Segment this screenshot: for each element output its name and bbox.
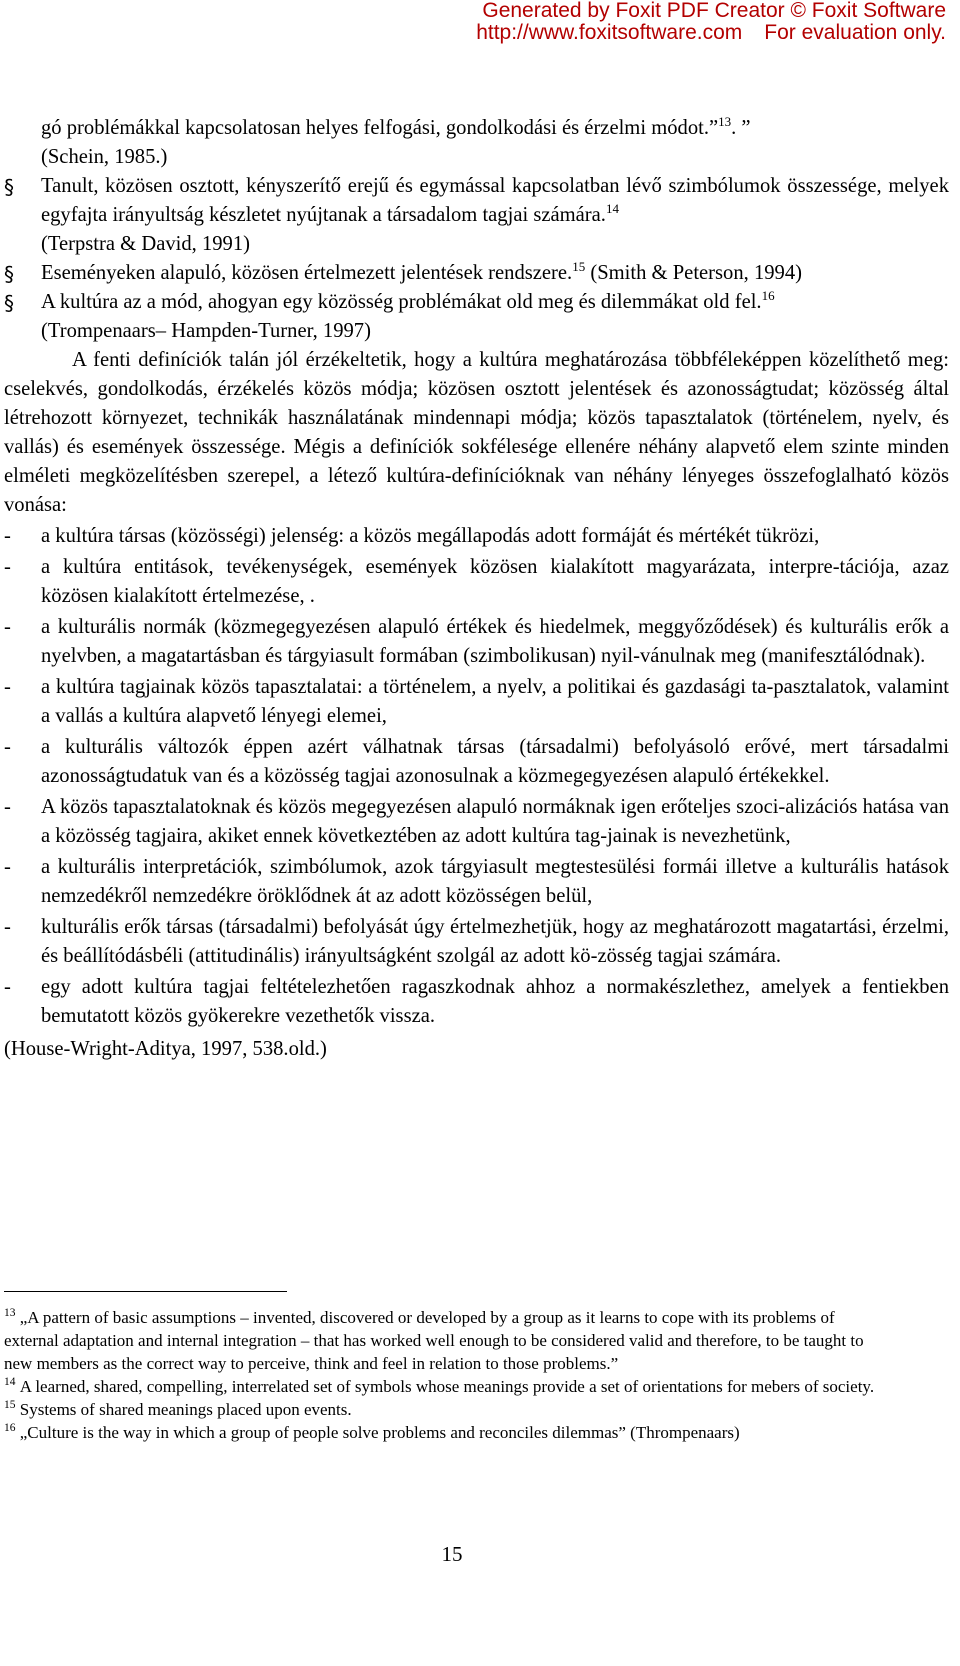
list-item: [4, 522, 949, 551]
list-item: [4, 733, 949, 791]
footnote-text: Systems of shared meanings placed upon events.: [19, 1400, 352, 1419]
footnote-number: 14: [4, 1376, 16, 1388]
definition-item-schein: [4, 114, 949, 172]
footnote-13: [4, 1306, 884, 1375]
dash-marker: -: [4, 525, 11, 547]
dash-marker: -: [4, 736, 11, 758]
foxit-watermark: [476, 0, 946, 44]
list-item-text: a kulturális változók éppen azért válhatnak társas (társadalmi) befolyásoló erővé, mert társadalmi azonosságtudatuk van és a közösség tagjai azonosulnak a közmegegyezésen alapuló értékekkel.: [41, 736, 949, 787]
definition-text: gó problémákkal kapcsolatosan helyes felfogási, gondolkodási és érzelmi módot.”: [41, 117, 719, 139]
list-item-text: a kulturális normák (közmegegyezésen alapuló értékek és hiedelmek, meggyőződések) és kulturális erők a nyelvben, a magatartásban és tárgyiasult formában (szimbolikusan) nyil-vánulnak meg (manifesztálódnak).: [41, 616, 949, 667]
page-number: 15: [441, 1542, 463, 1566]
definition-item-trompenaars: [4, 288, 949, 346]
footnote-ref[interactable]: 16: [761, 288, 775, 303]
list-item-text: kulturális erők társas (társadalmi) befolyását úgy értelmezhetjük, hogy az meghatározott magatartási, érzelmi, és beállítódásbéli (attitudinális) irányultságként szolgál az adott kö-zösség tagjai számára.: [41, 916, 949, 967]
footnote-ref[interactable]: 14: [605, 201, 619, 216]
definition-item-terpstra: [4, 172, 949, 259]
definition-tail: . ”: [731, 117, 751, 139]
list-item: [4, 793, 949, 851]
definition-citation: (Terpstra & David, 1991): [41, 233, 251, 255]
definition-item-smith: [4, 259, 949, 288]
watermark-note: For evaluation only.: [764, 21, 946, 44]
watermark-line1: Generated by Foxit PDF Creator © Foxit Software: [482, 0, 946, 22]
footnote-text: „A pattern of basic assumptions – invented, discovered or developed by a group as it learns to cope with its problems of external adaptation and internal integration – that has worked well enough to be considered valid and therefore, to be taught to new members as the correct way to perceive, think and feel in relation to those problems.”: [4, 1308, 864, 1373]
dash-marker: -: [4, 976, 11, 998]
list-item-text: a kulturális interpretációk, szimbólumok, azok tárgyiasult megtestesülési formái illetve a kulturális hatások nemzedékről nemzedékre öröklődnek át az adott közösségen belül,: [41, 856, 949, 907]
source-citation: (House-Wright-Aditya, 1997, 538.old.): [4, 1038, 327, 1060]
definition-citation: (Smith & Peterson, 1994): [585, 262, 802, 284]
dash-marker: -: [4, 856, 11, 878]
footnote-ref[interactable]: 15: [572, 259, 586, 274]
list-item: [4, 973, 949, 1031]
definition-text: Eseményeken alapuló, közösen értelmezett jelentések rendszere.: [41, 262, 573, 284]
list-item-text: a kultúra entitások, tevékenységek, események közösen kialakított magyarázata, interpre-tációja, azaz közösen kialakított értelmezése, .: [41, 556, 949, 607]
watermark-line2: [476, 22, 946, 44]
dash-marker: -: [4, 676, 11, 698]
definition-citation: (Schein, 1985.): [41, 146, 168, 168]
footnote-number: 16: [4, 1422, 16, 1434]
list-item: [4, 553, 949, 611]
section-mark-icon: §: [4, 262, 14, 286]
footnote-separator: [4, 1291, 287, 1292]
footnote-number: 15: [4, 1399, 16, 1411]
document-page: [4, 114, 949, 1064]
body-paragraph: A fenti definíciók talán jól érzékeltetik, hogy a kultúra meghatározása többféleképpen közelíthető meg: cselekvés, gondolkodás, érzékelés közös módja; közösen osztott jelentések és azonosságtudat; közösség által létrehozott környezet, technikák használatának mindennapi módja; közös tapasztalatok (történelem, nyelv, és vallás) és események összessége. Mégis a definíciók sokfélesége ellenére néhány alapvető elem szinte minden elméleti megközelítésben szerepel, a létező kultúra-definícióknak van néhány lényeges összefoglalható közös vonása:: [4, 349, 949, 516]
definition-citation: (Trompenaars– Hampden-Turner, 1997): [41, 320, 371, 342]
list-item: [4, 913, 949, 971]
list-item-text: a kultúra társas (közösségi) jelenség: a közös megállapodás adott formáját és mértékét tükrözi,: [41, 525, 820, 547]
footnote-15: [4, 1398, 884, 1421]
list-item-text: a kultúra tagjainak közös tapasztalatai: a történelem, a nyelv, a politikai és gazdasági ta-pasztalatok, valamint a vallás a kultúra alapvető lényegi elemei,: [41, 676, 949, 727]
section-mark-icon: §: [4, 291, 14, 315]
footnotes: [4, 1306, 884, 1444]
footnote-text: A learned, shared, compelling, interrelated set of symbols whose meanings provide a set of orientations for mebers of society.: [19, 1377, 875, 1396]
dash-marker: -: [4, 916, 11, 938]
definition-text: A kultúra az a mód, ahogyan egy közösség problémákat old meg és dilemmákat old fel.: [41, 291, 762, 313]
footnote-number: 13: [4, 1307, 16, 1319]
dash-marker: -: [4, 616, 11, 638]
footnote-14: [4, 1375, 884, 1398]
list-item-text: A közös tapasztalatoknak és közös megegyezésen alapuló normáknak igen erőteljes szoci-alizációs hatása van a közösség tagjaira, akiket ennek következtében az adott kultúra tag-jainak is nevezhetünk,: [41, 796, 949, 847]
watermark-url[interactable]: http://www.foxitsoftware.com: [476, 21, 743, 44]
dash-list: [4, 522, 949, 1031]
dash-marker: -: [4, 556, 11, 578]
list-item: [4, 673, 949, 731]
list-item: [4, 853, 949, 911]
section-mark-icon: §: [4, 175, 14, 199]
footnote-16: [4, 1421, 884, 1444]
footnote-ref[interactable]: 13: [718, 114, 732, 129]
list-item-text: egy adott kultúra tagjai feltételezhetően ragaszkodnak ahhoz a normakészlethez, amelyek a fentiekben bemutatott közös gyökerekre vezethetők vissza.: [41, 976, 949, 1027]
list-item: [4, 613, 949, 671]
dash-marker: -: [4, 796, 11, 818]
definition-text: Tanult, közösen osztott, kényszerítő erejű és egymással kapcsolatban lévő szimbólumok összessége, melyek egyfajta irányultság készletet nyújtanak a társadalom tagjai számára.: [41, 175, 949, 226]
footnote-text: „Culture is the way in which a group of people solve problems and reconciles dilemmas” (Thrompenaars): [19, 1423, 740, 1442]
